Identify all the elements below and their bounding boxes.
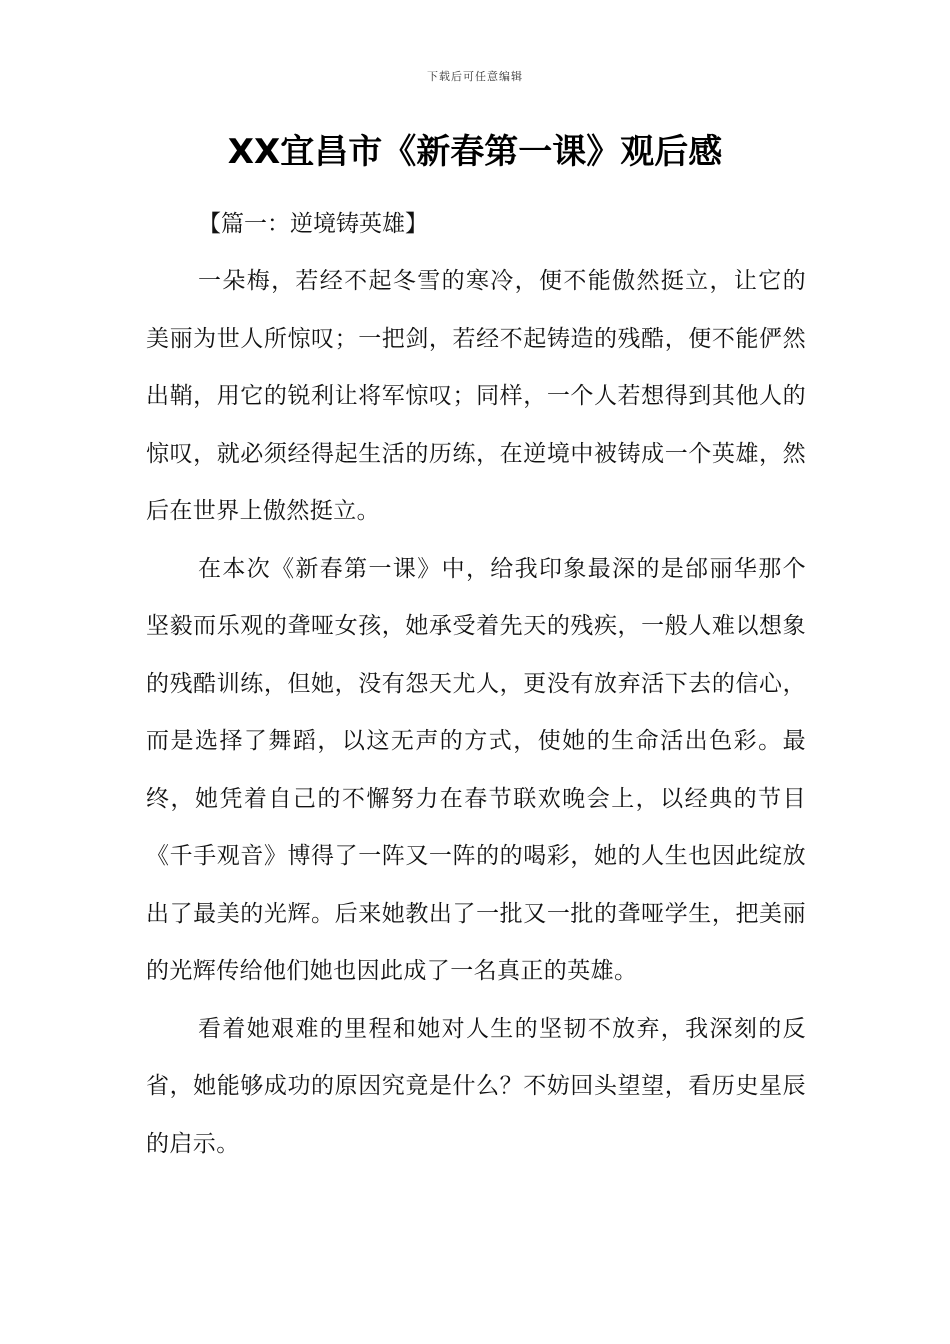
page-title: XX宜昌市《新春第一课》观后感 [227,132,723,172]
paragraph-1: 一朵梅，若经不起冬雪的寒冷，便不能傲然挺立，让它的美丽为世人所惊叹；一把剑，若经不起铸造的残酷，便不能俨然出鞘，用它的锐利让将军惊叹；同样，一个人若想得到其他人的惊叹，就必须经得起生活的历练，在逆境中被铸成一个英雄，然后在世界上傲然挺立。 [146,268,806,524]
paragraph-2: 在本次《新春第一课》中，给我印象最深的是邰丽华那个坚毅而乐观的聋哑女孩，她承受着先天的残疾，一般人难以想象的残酷训练，但她，没有怨天尤人，更没有放弃活下去的信心，而是选择了舞蹈，以这无声的方式，使她的生命活出色彩。最终，她凭着自己的不懈努力在春节联欢晚会上，以经典的节目《千手观音》博得了一阵又一阵的的喝彩，她的人生也因此绽放出了最美的光辉。后来她教出了一批又一批的聋哑学生，把美丽的光辉传给他们她也因此成了一名真正的英雄。 [146,555,806,984]
paragraph-3: 看着她艰难的里程和她对人生的坚韧不放弃，我深刻的反省，她能够成功的原因究竟是什么？不妨回头望望，看历史星辰的启示。 [146,1015,806,1157]
document-body [146,196,806,1173]
header-note: 下载后可任意编辑 [427,70,523,83]
section-heading: 【篇一：逆境铸英雄】 [198,211,428,237]
